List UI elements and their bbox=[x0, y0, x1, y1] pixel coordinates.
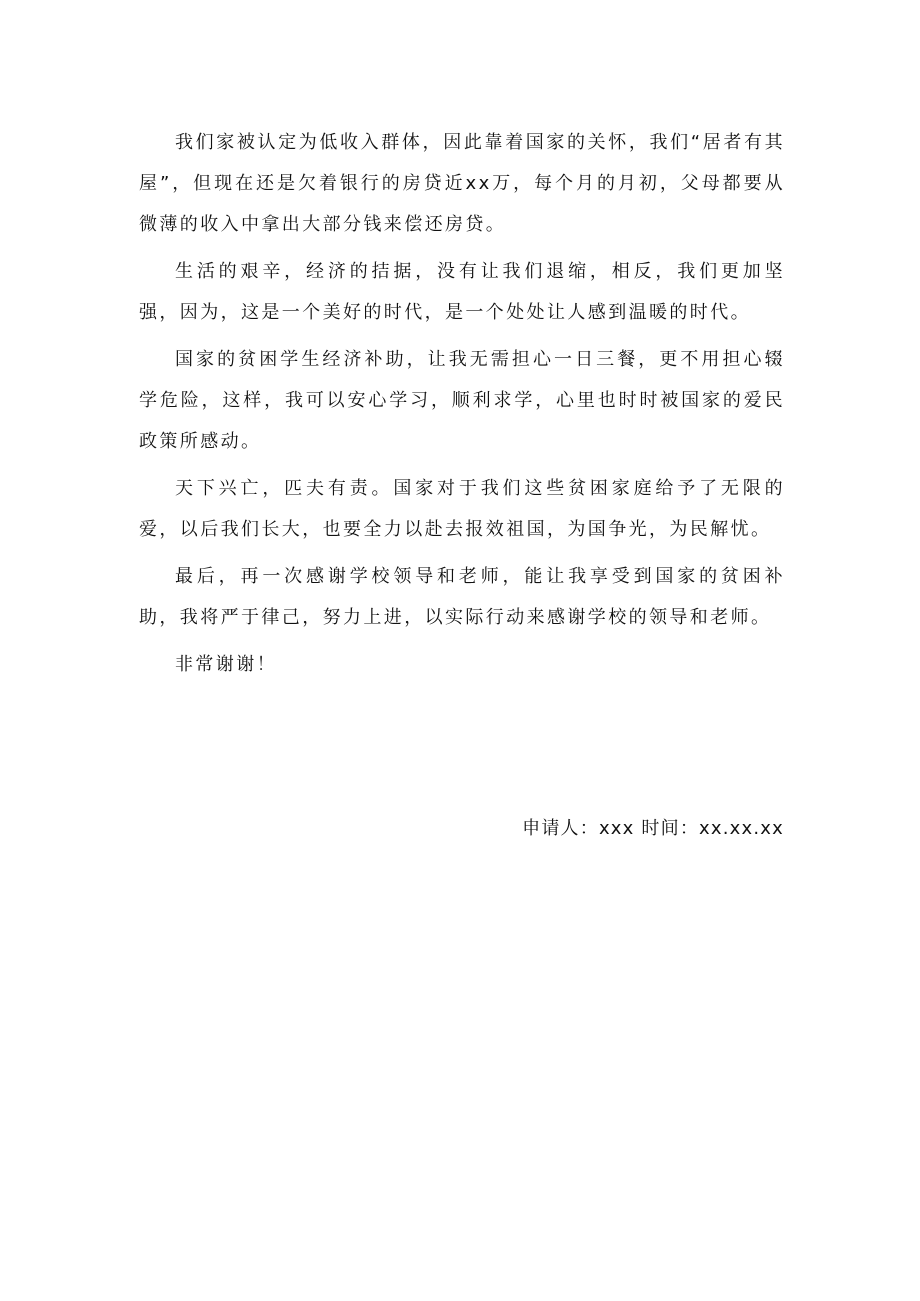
paragraph-1: 我们家被认定为低收入群体，因此靠着国家的关怀，我们“居者有其屋”，但现在还是欠着银行的房贷近xx万，每个月的月初，父母都要从微薄的收入中拿出大部分钱来偿还房贷。 bbox=[139, 132, 785, 235]
paragraph-2: 生活的艰辛，经济的拮据，没有让我们退缩，相反，我们更加坚强，因为，这是一个美好的时代，是一个处处让人感到温暖的时代。 bbox=[139, 261, 785, 323]
paragraph-3: 国家的贫困学生经济补助，让我无需担心一日三餐，更不用担心辍学危险，这样，我可以安心学习，顺利求学，心里也时时被国家的爱民政策所感动。 bbox=[139, 349, 785, 452]
paragraph-5: 最后，再一次感谢学校领导和老师，能让我享受到国家的贫困补助，我将严于律己，努力上进，以实际行动来感谢学校的领导和老师。 bbox=[139, 566, 785, 628]
document-body bbox=[139, 122, 785, 691]
signature-line: 申请人：xxx 时间：xx.xx.xx bbox=[522, 818, 784, 839]
paragraph-4: 天下兴亡，匹夫有责。国家对于我们这些贫困家庭给予了无限的爱，以后我们长大，也要全力以赴去报效祖国，为国争光，为民解忧。 bbox=[139, 478, 785, 540]
paragraph-6: 非常谢谢！ bbox=[175, 654, 277, 675]
